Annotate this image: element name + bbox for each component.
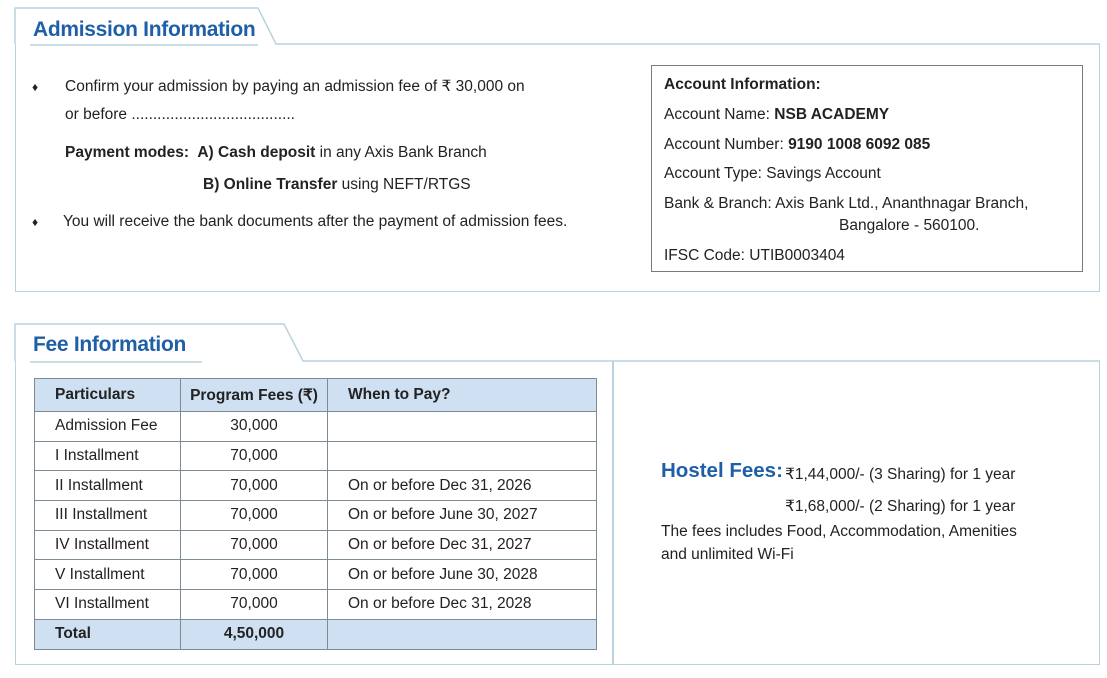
bullet-icon: ♦ [32, 215, 39, 229]
hostel-fee-3-sharing: ₹1,44,000/- (3 Sharing) for 1 year [785, 466, 1016, 483]
table-row [35, 560, 597, 590]
mode-a-detail: in any Axis Bank Branch [315, 144, 487, 161]
total-row [35, 619, 597, 649]
mode-b-detail: using NEFT/RTGS [337, 176, 471, 193]
particular-cell: III Installment [35, 501, 181, 531]
particular-cell: V Installment [35, 560, 181, 590]
when-cell [328, 441, 597, 471]
ifsc-code: IFSC Code: UTIB0003404 [664, 247, 845, 264]
account-heading: Account Information: [664, 76, 821, 93]
payment-modes-label: Payment modes: [65, 144, 190, 161]
total-value: 4,50,000 [181, 619, 328, 649]
when-cell: On or before June 30, 2027 [328, 501, 597, 531]
account-type: Account Type: Savings Account [664, 165, 881, 182]
when-cell: On or before Dec 31, 2028 [328, 590, 597, 620]
table-header-row [35, 379, 597, 412]
total-label: Total [35, 619, 181, 649]
fee-panel-divider [612, 361, 614, 665]
bank-branch-city: Bangalore - 560100. [839, 217, 980, 234]
bullet-icon: ♦ [32, 80, 39, 94]
admission-title: Admission Information [33, 18, 256, 41]
fee-cell: 70,000 [181, 590, 328, 620]
header-particulars: Particulars [35, 379, 181, 412]
when-cell: On or before Dec 31, 2027 [328, 530, 597, 560]
bank-branch: Bank & Branch: Axis Bank Ltd., Ananthnagar Branch, [664, 195, 1029, 212]
fee-cell: 70,000 [181, 441, 328, 471]
hostel-inclusions-line2: and unlimited Wi-Fi [661, 546, 794, 563]
total-when [328, 619, 597, 649]
when-cell: On or before Dec 31, 2026 [328, 471, 597, 501]
admission-fee-text: Confirm your admission by paying an admission fee of ₹ 30,000 on [65, 78, 525, 95]
fee-cell: 30,000 [181, 412, 328, 442]
hostel-fees-title: Hostel Fees: [661, 459, 783, 482]
mode-a-label: A) Cash deposit [197, 144, 316, 161]
account-number: Account Number: 9190 1008 6092 085 [664, 136, 931, 153]
header-program-fees: Program Fees (₹) [181, 379, 328, 412]
fee-cell: 70,000 [181, 501, 328, 531]
fee-cell: 70,000 [181, 560, 328, 590]
particular-cell: VI Installment [35, 590, 181, 620]
fee-cell: 70,000 [181, 471, 328, 501]
when-cell [328, 412, 597, 442]
table-row [35, 412, 597, 442]
account-name: Account Name: NSB ACADEMY [664, 106, 890, 123]
table-row [35, 471, 597, 501]
bank-documents-text: You will receive the bank documents after the payment of admission fees. [63, 213, 568, 230]
table-row [35, 441, 597, 471]
fee-table [34, 378, 597, 650]
fee-cell: 70,000 [181, 530, 328, 560]
table-row [35, 501, 597, 531]
table-row [35, 590, 597, 620]
mode-b-label: B) Online Transfer [203, 176, 338, 193]
particular-cell: IV Installment [35, 530, 181, 560]
particular-cell: Admission Fee [35, 412, 181, 442]
admission-deadline-text: or before ...................................... [65, 106, 295, 123]
header-when-to-pay: When to Pay? [328, 379, 597, 412]
particular-cell: II Installment [35, 471, 181, 501]
hostel-inclusions-line1: The fees includes Food, Accommodation, Amenities [661, 523, 1017, 540]
hostel-fee-2-sharing: ₹1,68,000/- (2 Sharing) for 1 year [785, 498, 1016, 515]
when-cell: On or before June 30, 2028 [328, 560, 597, 590]
table-row [35, 530, 597, 560]
fee-title: Fee Information [33, 333, 187, 356]
particular-cell: I Installment [35, 441, 181, 471]
